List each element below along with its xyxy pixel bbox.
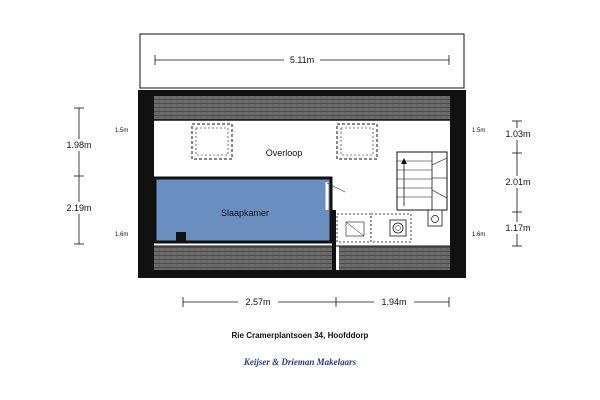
address-caption: Rie Cramerplantsoen 34, Hoofddorp bbox=[231, 331, 369, 340]
dimension-bottom-left: 2.57m bbox=[245, 297, 271, 307]
room-label-overloop: Overloop bbox=[265, 148, 303, 158]
chimney-block bbox=[176, 232, 186, 242]
dimension-top-width: 5.11m bbox=[289, 55, 315, 65]
skylight-left bbox=[192, 124, 232, 159]
roof-slope-top bbox=[154, 96, 450, 120]
dimension-right-lower: 1.17m bbox=[505, 223, 531, 233]
staircase bbox=[397, 152, 447, 210]
height-mark-right-bottom: 1.6m bbox=[472, 232, 486, 238]
dimension-left-upper: 1.98m bbox=[66, 140, 92, 150]
height-mark-right-top: 1.5m bbox=[472, 128, 486, 134]
partition-wall bbox=[332, 210, 336, 270]
dimension-left-lower: 2.19m bbox=[66, 203, 92, 213]
height-mark-left-bottom: 1.6m bbox=[115, 232, 129, 238]
height-mark-left-top: 1.5m bbox=[115, 128, 129, 134]
roof-slope-bottom-right bbox=[339, 246, 450, 270]
room-label-slaapkamer: Slaapkamer bbox=[220, 208, 270, 218]
dimension-right-middle: 2.01m bbox=[505, 177, 531, 187]
agency-name: Keijser & Drieman Makelaars bbox=[243, 357, 357, 367]
roof-slope-bottom-left bbox=[154, 246, 332, 270]
dimension-bottom-right: 1.94m bbox=[381, 297, 407, 307]
skylight-right bbox=[337, 124, 377, 159]
dimension-right-upper: 1.03m bbox=[505, 129, 531, 139]
